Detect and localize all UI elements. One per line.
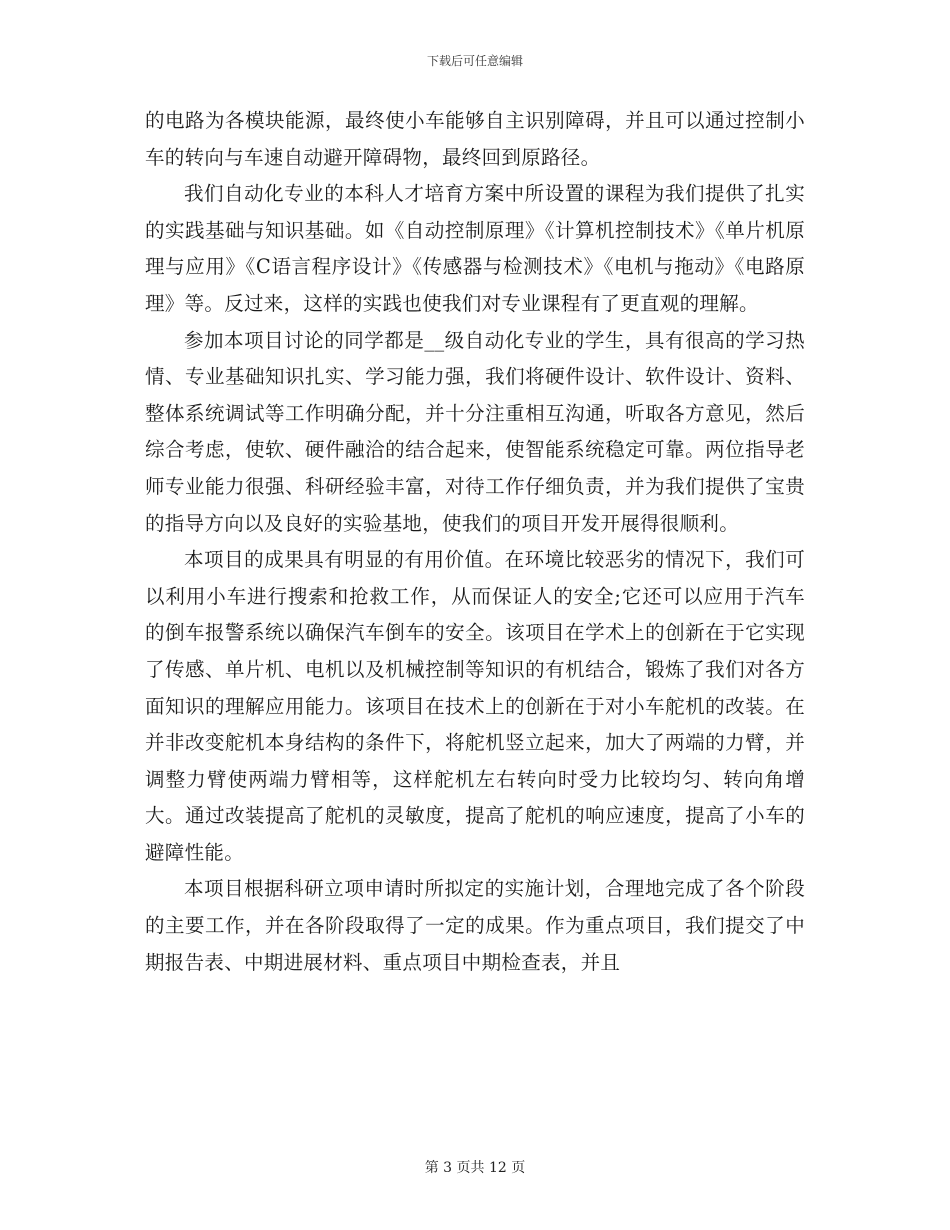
paragraph-1: 的电路为各模块能源，最终使小车能够自主识别障碍，并且可以通过控制小车的转向与车速自动避开障碍物，最终回到原路径。 (145, 109, 805, 169)
paragraph-2: 我们自动化专业的本科人才培育方案中所设置的课程为我们提供了扎实的实践基础与知识基础。如《自动控制原理》《计算机控制技术》《单片机原理与应用》《C语言程序设计》《传感器与检测技术》《电机与拖动》《电路原理》等。反过来，这样的实践也使我们对专业课程有了更直观的理解。 (145, 182, 805, 315)
page-footer: 第 3 页共 12 页 (424, 1160, 526, 1176)
document-body (145, 103, 805, 981)
paragraph-5: 本项目根据科研立项申请时所拟定的实施计划，合理地完成了各个阶段的主要工作，并在各阶段取得了一定的成果。作为重点项目，我们提交了中期报告表、中期进展材料、重点项目中期检查表，并且 (145, 877, 805, 974)
paragraph-3: 参加本项目讨论的同学都是__级自动化专业的学生，具有很高的学习热情、专业基础知识扎实、学习能力强，我们将硬件设计、软件设计、资料、整体系统调试等工作明确分配，并十分注重相互沟通，听取各方意见，然后综合考虑，使软、硬件融洽的结合起来，使智能系统稳定可靠。两位指导老师专业能力很强、科研经验丰富，对待工作仔细负责，并为我们提供了宝贵的指导方向以及良好的实验基地，使我们的项目开发开展得很顺利。 (145, 328, 805, 535)
page-header: 下载后可任意编辑 (426, 54, 523, 68)
paragraph-4: 本项目的成果具有明显的有用价值。在环境比较恶劣的情况下，我们可以利用小车进行搜索和抢救工作，从而保证人的安全;它还可以应用于汽车的倒车报警系统以确保汽车倒车的安全。该项目在学术上的创新在于它实现了传感、单片机、电机以及机械控制等知识的有机结合，锻炼了我们对各方面知识的理解应用能力。该项目在技术上的创新在于对小车舵机的改装。在并非改变舵机本身结构的条件下，将舵机竖立起来，加大了两端的力臂，并调整力臂使两端力臂相等，这样舵机左右转向时受力比较均匀、转向角增大。通过改装提高了舵机的灵敏度，提高了舵机的响应速度，提高了小车的避障性能。 (145, 548, 805, 864)
